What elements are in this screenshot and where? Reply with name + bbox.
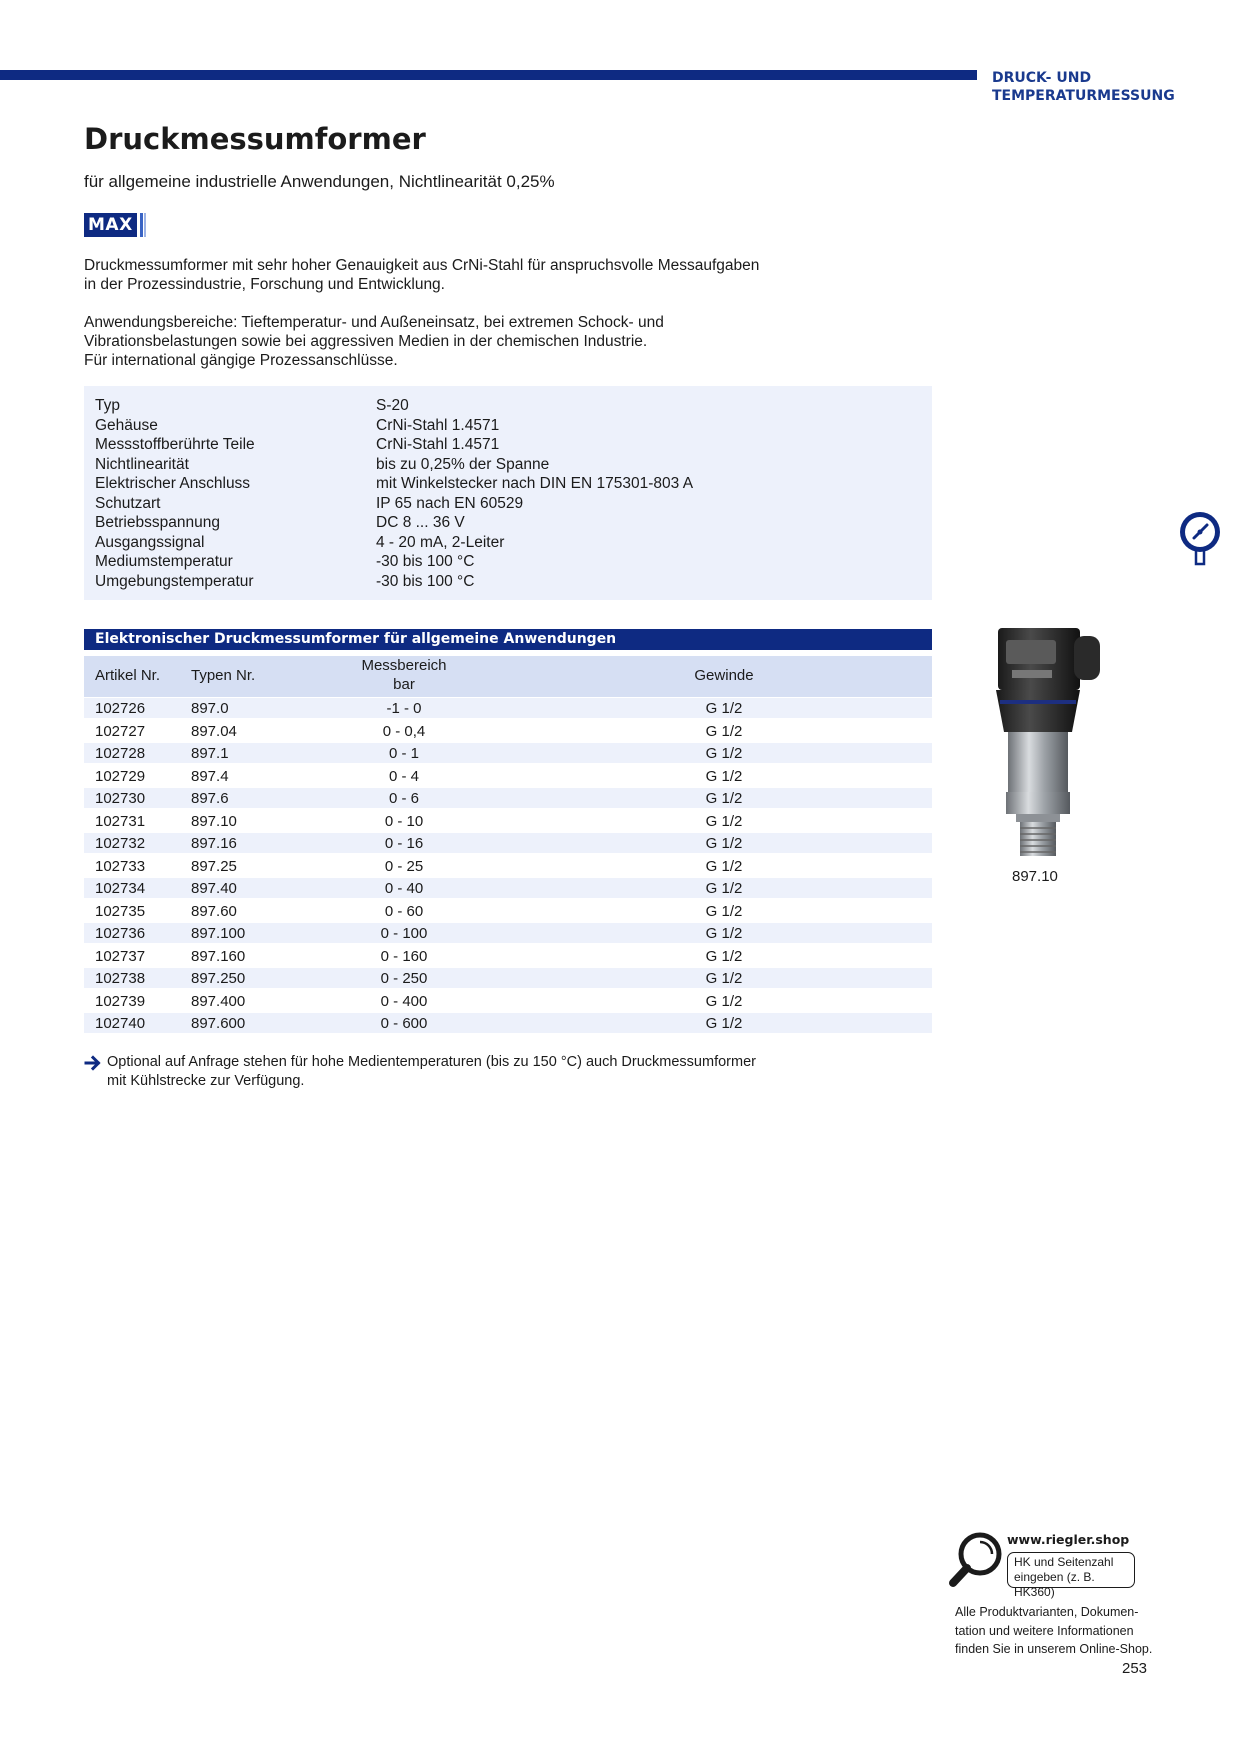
spec-label: Messstoffberührte Teile	[95, 436, 255, 453]
cell-artikel: 102731	[95, 812, 146, 830]
spec-row	[95, 552, 925, 572]
header-artikel: Artikel Nr.	[95, 667, 161, 684]
cell-typen: 897.250	[191, 970, 246, 987]
spec-label: Betriebsspannung	[95, 514, 220, 531]
spec-label: Gehäuse	[95, 416, 158, 434]
cell-messbereich: 0 - 25	[384, 857, 424, 875]
cell-gewinde: G 1/2	[705, 857, 743, 875]
applications	[84, 313, 844, 370]
description-line: Druckmessumformer mit sehr hoher Genauigkeit aus CrNi-Stahl für anspruchsvolle Messaufgaben	[84, 257, 760, 274]
cell-artikel: 102734	[95, 880, 146, 897]
pressure-gauge-icon	[1178, 510, 1222, 566]
applications-line: Vibrationsbelastungen sowie bei aggressiven Medien in der chemischen Industrie.	[84, 333, 648, 350]
header-typen: Typen Nr.	[191, 667, 256, 684]
note-line: Optional auf Anfrage stehen für hohe Medientemperaturen (bis zu 150 °C) auch Druckmessumformer	[107, 1054, 756, 1070]
shop-info-line: finden Sie in unserem Online-Shop.	[955, 1642, 1153, 1656]
cell-messbereich: 0 - 400	[380, 992, 428, 1010]
header-bar	[0, 70, 977, 80]
cell-typen: 897.25	[191, 857, 237, 875]
cell-typen: 897.1	[191, 745, 229, 762]
cell-artikel: 102739	[95, 992, 146, 1010]
cell-artikel: 102738	[95, 970, 146, 987]
cell-messbereich: 0 - 0,4	[382, 722, 426, 740]
cell-artikel: 102730	[95, 790, 146, 807]
spec-value: -30 bis 100 °C	[376, 553, 475, 570]
section-label-line2: TEMPERATURMESSUNG	[992, 88, 1175, 104]
cell-gewinde: G 1/2	[705, 745, 743, 762]
cell-typen: 897.04	[191, 722, 237, 740]
table-header	[84, 656, 932, 697]
cell-artikel: 102736	[95, 925, 146, 942]
cell-messbereich: -1 - 0	[386, 700, 422, 717]
spec-value: CrNi-Stahl 1.4571	[376, 416, 500, 434]
spec-label: Ausgangssignal	[95, 533, 205, 551]
max-badge	[84, 213, 146, 237]
cell-artikel: 102729	[95, 767, 146, 785]
product-image	[990, 626, 1120, 858]
table-row	[84, 901, 932, 922]
spec-label: Elektrischer Anschluss	[95, 475, 251, 492]
description	[84, 256, 844, 294]
cell-messbereich: 0 - 600	[380, 1015, 428, 1032]
table-row	[84, 991, 932, 1012]
cell-messbereich: 0 - 60	[384, 902, 424, 920]
cell-messbereich: 0 - 100	[380, 925, 428, 942]
shop-hint-line: HK und Seitenzahl	[1014, 1555, 1114, 1569]
cell-messbereich: 0 - 160	[380, 947, 428, 965]
spec-row	[95, 533, 925, 553]
section-label-line1: DRUCK- UND	[992, 70, 1092, 86]
applications-line: Für international gängige Prozessanschlüsse.	[84, 352, 398, 369]
shop-info-text	[955, 1603, 1165, 1659]
spec-label: Umgebungstemperatur	[95, 572, 254, 590]
cell-gewinde: G 1/2	[705, 970, 743, 987]
spec-value: 4 - 20 mA, 2-Leiter	[376, 533, 505, 551]
spec-row	[95, 474, 925, 494]
note-line: mit Kühlstrecke zur Verfügung.	[107, 1073, 305, 1089]
cell-artikel: 102740	[95, 1015, 146, 1032]
cell-artikel: 102733	[95, 857, 146, 875]
cell-messbereich: 0 - 1	[388, 745, 419, 762]
cell-gewinde: G 1/2	[705, 700, 743, 717]
header-messbereich: Messbereich	[361, 657, 447, 674]
shop-hint-box	[1007, 1552, 1135, 1599]
spec-row	[95, 572, 925, 592]
product-caption: 897.10	[1012, 868, 1058, 885]
cell-gewinde: G 1/2	[705, 790, 743, 807]
cell-messbereich: 0 - 250	[380, 970, 428, 987]
cell-gewinde: G 1/2	[705, 880, 743, 897]
cell-typen: 897.4	[191, 767, 229, 785]
cell-gewinde: G 1/2	[705, 812, 743, 830]
description-line: in der Prozessindustrie, Forschung und Entwicklung.	[84, 276, 445, 293]
spec-row	[95, 435, 925, 455]
table-row	[84, 1013, 932, 1034]
spec-label: Nichtlinearität	[95, 455, 189, 473]
page-number: 253	[1122, 1660, 1148, 1677]
section-label	[992, 69, 1222, 105]
spec-row	[95, 513, 925, 533]
spec-value: mit Winkelstecker nach DIN EN 175301-803 A	[376, 475, 694, 492]
cell-typen: 897.600	[191, 1015, 246, 1032]
arrow-right-icon	[84, 1054, 102, 1072]
table-row	[84, 856, 932, 877]
table-row	[84, 833, 932, 854]
badge-stripe	[140, 213, 143, 237]
cell-typen: 897.100	[191, 925, 246, 942]
cell-messbereich: 0 - 10	[384, 812, 424, 830]
spec-value: IP 65 nach EN 60529	[376, 494, 524, 512]
cell-messbereich: 0 - 6	[388, 790, 419, 807]
cell-gewinde: G 1/2	[705, 722, 743, 740]
applications-line: Anwendungsbereiche: Tieftemperatur- und Außeneinsatz, bei extremen Schock- und	[84, 314, 664, 331]
spec-value: S-20	[376, 397, 409, 414]
shop-info-block	[947, 1530, 1207, 1680]
cell-gewinde: G 1/2	[705, 925, 743, 942]
page-subtitle: für allgemeine industrielle Anwendungen, Nichtlinearität 0,25%	[84, 172, 555, 191]
cell-messbereich: 0 - 4	[388, 767, 419, 785]
shop-url[interactable]: www.riegler.shop	[1007, 1532, 1130, 1547]
cell-messbereich: 0 - 40	[384, 880, 424, 897]
cell-artikel: 102737	[95, 947, 146, 965]
spec-label: Mediumstemperatur	[95, 553, 233, 570]
cell-messbereich: 0 - 16	[384, 835, 424, 852]
magnifier-icon	[947, 1530, 1005, 1590]
table-row	[84, 878, 932, 899]
header-gewinde: Gewinde	[694, 667, 754, 684]
cell-artikel: 102728	[95, 745, 146, 762]
table-row	[84, 946, 932, 967]
table-row	[84, 923, 932, 944]
note-text	[107, 1053, 847, 1091]
table-title: Elektronischer Druckmessumformer für allgemeine Anwendungen	[84, 629, 932, 650]
shop-hint-line: eingeben (z. B. HK360)	[1014, 1570, 1095, 1599]
spec-box	[84, 386, 932, 600]
table-row	[84, 743, 932, 764]
cell-typen: 897.6	[191, 790, 229, 807]
cell-typen: 897.10	[191, 812, 237, 830]
spec-value: -30 bis 100 °C	[376, 572, 475, 590]
cell-gewinde: G 1/2	[705, 992, 743, 1010]
cell-artikel: 102735	[95, 902, 146, 920]
cell-gewinde: G 1/2	[705, 902, 743, 920]
cell-typen: 897.16	[191, 835, 237, 852]
spec-row	[95, 396, 925, 416]
cell-typen: 897.60	[191, 902, 237, 920]
spec-value: CrNi-Stahl 1.4571	[376, 436, 500, 453]
spec-value: DC 8 ... 36 V	[376, 514, 465, 531]
spec-label: Typ	[95, 397, 120, 414]
max-badge-label: MAX	[84, 213, 137, 237]
shop-info-line: tation und weitere Informationen	[955, 1623, 1134, 1638]
cell-typen: 897.160	[191, 947, 246, 965]
cell-artikel: 102726	[95, 700, 146, 717]
cell-gewinde: G 1/2	[705, 1015, 743, 1032]
spec-label: Schutzart	[95, 494, 161, 512]
cell-artikel: 102727	[95, 722, 146, 740]
spec-row	[95, 416, 925, 436]
cell-artikel: 102732	[95, 835, 146, 852]
cell-typen: 897.400	[191, 992, 246, 1010]
cell-typen: 897.40	[191, 880, 237, 897]
cell-gewinde: G 1/2	[705, 835, 743, 852]
table-row	[84, 788, 932, 809]
page-title: Druckmessumformer	[84, 122, 426, 156]
spec-value: bis zu 0,25% der Spanne	[376, 455, 550, 473]
shop-info-line: Alle Produktvarianten, Dokumen-	[955, 1605, 1139, 1619]
table-row	[84, 766, 932, 787]
table-row	[84, 698, 932, 719]
cell-gewinde: G 1/2	[705, 947, 743, 965]
badge-stripe	[144, 213, 146, 237]
table-row	[84, 721, 932, 742]
spec-row	[95, 455, 925, 475]
cell-gewinde: G 1/2	[705, 767, 743, 785]
cell-typen: 897.0	[191, 700, 229, 717]
table-row	[84, 811, 932, 832]
table-row	[84, 968, 932, 989]
header-unit: bar	[393, 676, 415, 693]
spec-row	[95, 494, 925, 514]
